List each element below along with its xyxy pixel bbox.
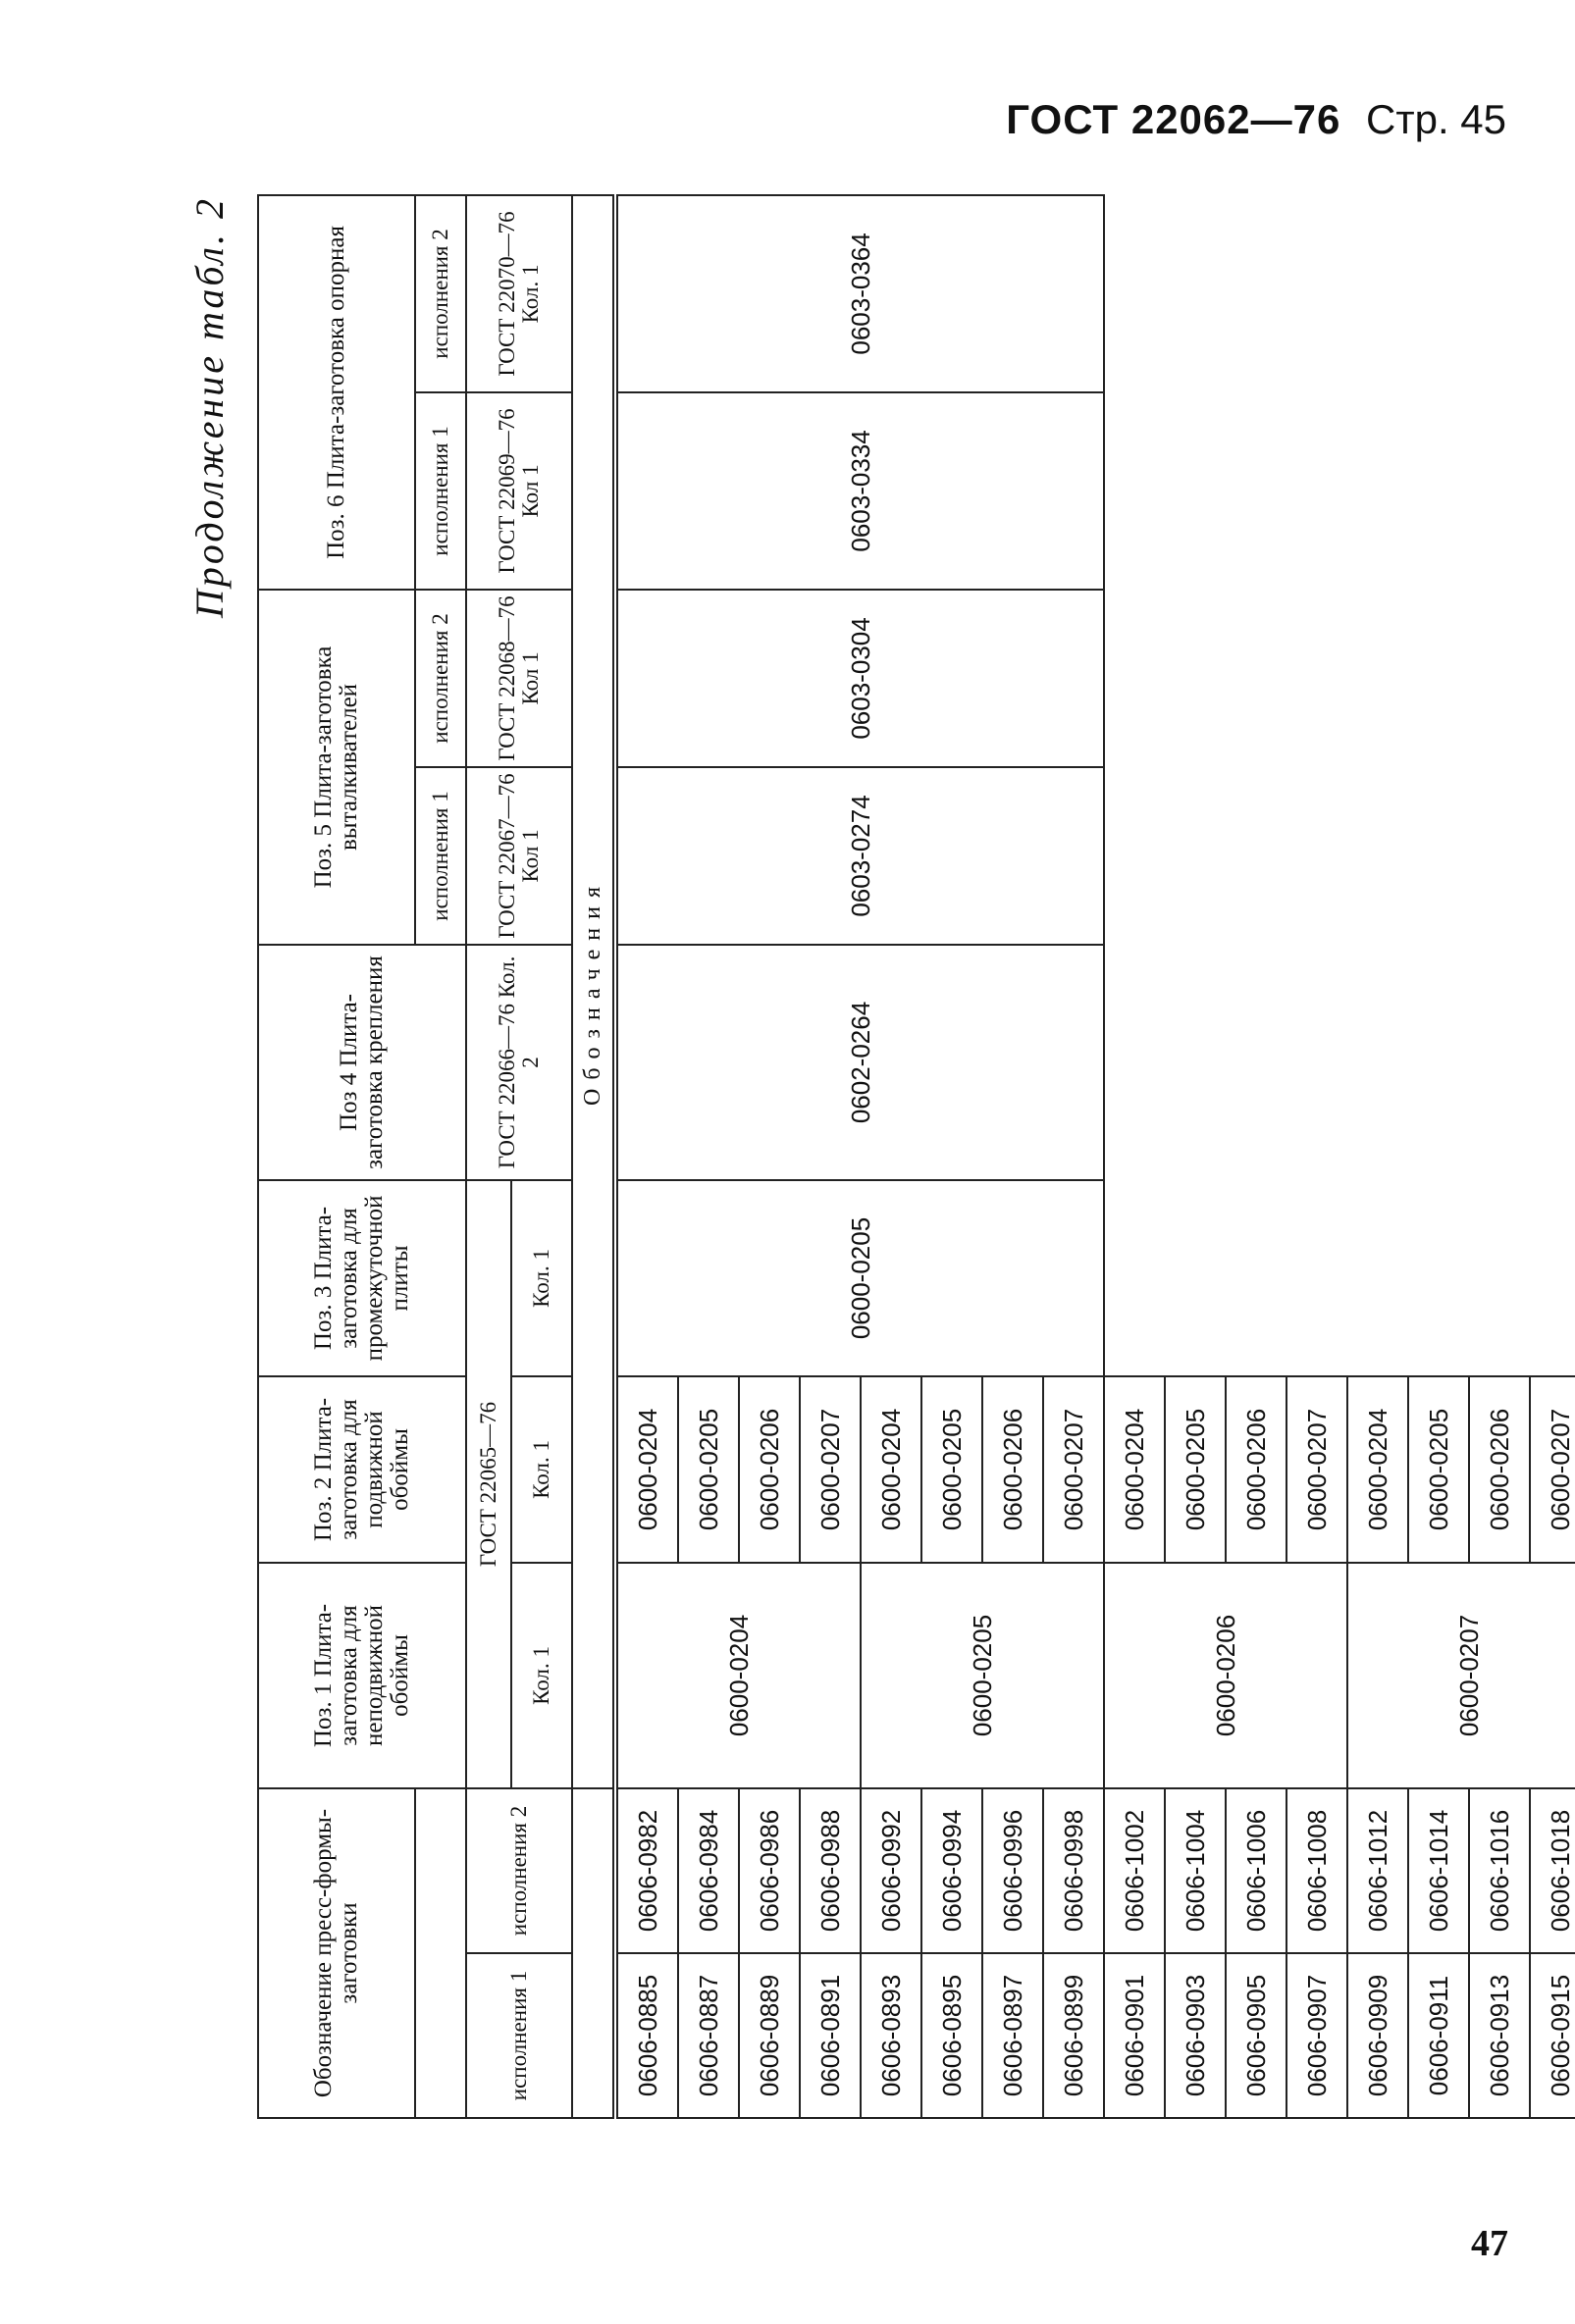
empty-region xyxy=(1104,195,1575,1376)
pos2-value: 0600-0204 xyxy=(861,1376,921,1563)
header-isp1: исполнения 1 xyxy=(466,1953,572,2118)
page-header xyxy=(1006,96,1506,143)
pos2-value: 0600-0204 xyxy=(615,1376,678,1563)
header-press-form: Обозначение пресс-формы-заготовки xyxy=(258,1788,415,2118)
isp1-value: 0606-0891 xyxy=(800,1953,861,2118)
pos2-value: 0600-0204 xyxy=(1104,1376,1165,1563)
band-spacer-left xyxy=(572,1788,615,2118)
isp2-value: 0606-0982 xyxy=(615,1788,678,1953)
designations-table xyxy=(257,194,1575,2119)
isp1-value: 0606-0893 xyxy=(861,1953,921,2118)
pos2-value: 0600-0205 xyxy=(921,1376,982,1563)
isp1-value: 0606-0889 xyxy=(739,1953,800,2118)
pos6-isp2-value: 0603-0364 xyxy=(615,195,1104,392)
isp2-value: 0606-1016 xyxy=(1469,1788,1530,1953)
isp2-value: 0606-1004 xyxy=(1165,1788,1226,1953)
pos2-value: 0600-0205 xyxy=(678,1376,739,1563)
page-number: 47 xyxy=(1471,2223,1508,2264)
header-pos6-isp2: исполнения 2 xyxy=(415,195,466,392)
header-pos6-isp1-ref: ГОСТ 22069—76 Кол 1 xyxy=(466,392,572,590)
isp1-value: 0606-0887 xyxy=(678,1953,739,2118)
isp1-value: 0606-0901 xyxy=(1104,1953,1165,2118)
pos2-value: 0600-0206 xyxy=(1469,1376,1530,1563)
pos5-isp2-value: 0603-0304 xyxy=(615,590,1104,767)
standard-number: ГОСТ 22062—76 xyxy=(1006,96,1341,142)
pos2-value: 0600-0207 xyxy=(1530,1376,1575,1563)
isp1-value: 0606-0913 xyxy=(1469,1953,1530,2118)
header-pos3: Поз. 3 Плита-заготовка для промежуточной плиты xyxy=(258,1180,466,1376)
header-pos1: Поз. 1 Плита-заготовка для неподвижной обоймы xyxy=(258,1563,466,1788)
isp1-value: 0606-0895 xyxy=(921,1953,982,2118)
table-row xyxy=(615,195,678,2118)
page-label: Стр. 45 xyxy=(1366,96,1506,142)
isp2-value: 0606-0994 xyxy=(921,1788,982,1953)
isp1-value: 0606-0897 xyxy=(982,1953,1043,2118)
isp1-value: 0606-0885 xyxy=(615,1953,678,2118)
isp2-value: 0606-0996 xyxy=(982,1788,1043,1953)
isp1-value: 0606-0907 xyxy=(1286,1953,1347,2118)
isp2-value: 0606-1008 xyxy=(1286,1788,1347,1953)
header-pos5: Поз. 5 Плита-заготовка выталкивателей xyxy=(258,590,415,945)
designations-band: Обозначения xyxy=(572,195,615,1788)
isp2-value: 0606-0992 xyxy=(861,1788,921,1953)
header-isp2: исполнения 2 xyxy=(466,1788,572,1953)
header-pos5-isp1: исполнения 1 xyxy=(415,767,466,945)
isp2-value: 0606-1014 xyxy=(1408,1788,1469,1953)
isp2-value: 0606-1006 xyxy=(1226,1788,1286,1953)
isp1-value: 0606-0911 xyxy=(1408,1953,1469,2118)
isp1-value: 0606-0905 xyxy=(1226,1953,1286,2118)
isp2-value: 0606-0984 xyxy=(678,1788,739,1953)
pos2-value: 0600-0205 xyxy=(1408,1376,1469,1563)
pos1-value: 0600-0204 xyxy=(615,1563,861,1788)
header-gost-22065: ГОСТ 22065—76 xyxy=(466,1180,511,1788)
header-press-form-spacer xyxy=(415,1788,466,2118)
isp2-value: 0606-0986 xyxy=(739,1788,800,1953)
isp2-value: 0606-1012 xyxy=(1347,1788,1408,1953)
pos2-value: 0600-0207 xyxy=(1286,1376,1347,1563)
pos2-value: 0600-0205 xyxy=(1165,1376,1226,1563)
isp1-value: 0606-0909 xyxy=(1347,1953,1408,2118)
header-pos3-kol: Кол. 1 xyxy=(511,1180,572,1376)
isp2-value: 0606-0988 xyxy=(800,1788,861,1953)
isp1-value: 0606-0899 xyxy=(1043,1953,1104,2118)
table-caption: Продолжение табл. 2 xyxy=(187,196,232,619)
header-pos6: Поз. 6 Плита-заготовка опорная xyxy=(258,195,415,590)
pos1-value: 0600-0205 xyxy=(861,1563,1104,1788)
table-row xyxy=(1104,195,1165,2118)
header-pos6-isp1: исполнения 1 xyxy=(415,392,466,590)
isp2-value: 0606-0998 xyxy=(1043,1788,1104,1953)
header-pos5-isp2: исполнения 2 xyxy=(415,590,466,767)
header-pos4: Поз 4 Плита-заготовка крепления xyxy=(258,945,466,1180)
isp2-value: 0606-1018 xyxy=(1530,1788,1575,1953)
header-pos5-isp2-ref: ГОСТ 22068—76 Кол 1 xyxy=(466,590,572,767)
pos1-value: 0600-0207 xyxy=(1347,1563,1575,1788)
pos2-value: 0600-0204 xyxy=(1347,1376,1408,1563)
pos3-value: 0600-0205 xyxy=(615,1180,1104,1376)
pos6-isp1-value: 0603-0334 xyxy=(615,392,1104,590)
header-pos2-kol: Кол. 1 xyxy=(511,1376,572,1563)
pos2-value: 0600-0206 xyxy=(982,1376,1043,1563)
pos2-value: 0600-0206 xyxy=(1226,1376,1286,1563)
pos4-value: 0602-0264 xyxy=(615,945,1104,1180)
isp2-value: 0606-1002 xyxy=(1104,1788,1165,1953)
isp1-value: 0606-0903 xyxy=(1165,1953,1226,2118)
pos2-value: 0600-0207 xyxy=(800,1376,861,1563)
header-pos2: Поз. 2 Плита-заготовка для подвижной обоймы xyxy=(258,1376,466,1563)
header-pos4-ref: ГОСТ 22066—76 Кол. 2 xyxy=(466,945,572,1180)
rotated-table-frame xyxy=(186,196,1575,2119)
header-pos6-isp2-ref: ГОСТ 22070—76 Кол. 1 xyxy=(466,195,572,392)
pos2-value: 0600-0207 xyxy=(1043,1376,1104,1563)
pos1-value: 0600-0206 xyxy=(1104,1563,1347,1788)
pos2-value: 0600-0206 xyxy=(739,1376,800,1563)
pos5-isp1-value: 0603-0274 xyxy=(615,767,1104,945)
header-pos1-kol: Кол. 1 xyxy=(511,1563,572,1788)
isp1-value: 0606-0915 xyxy=(1530,1953,1575,2118)
header-pos5-isp1-ref: ГОСТ 22067—76 Кол 1 xyxy=(466,767,572,945)
